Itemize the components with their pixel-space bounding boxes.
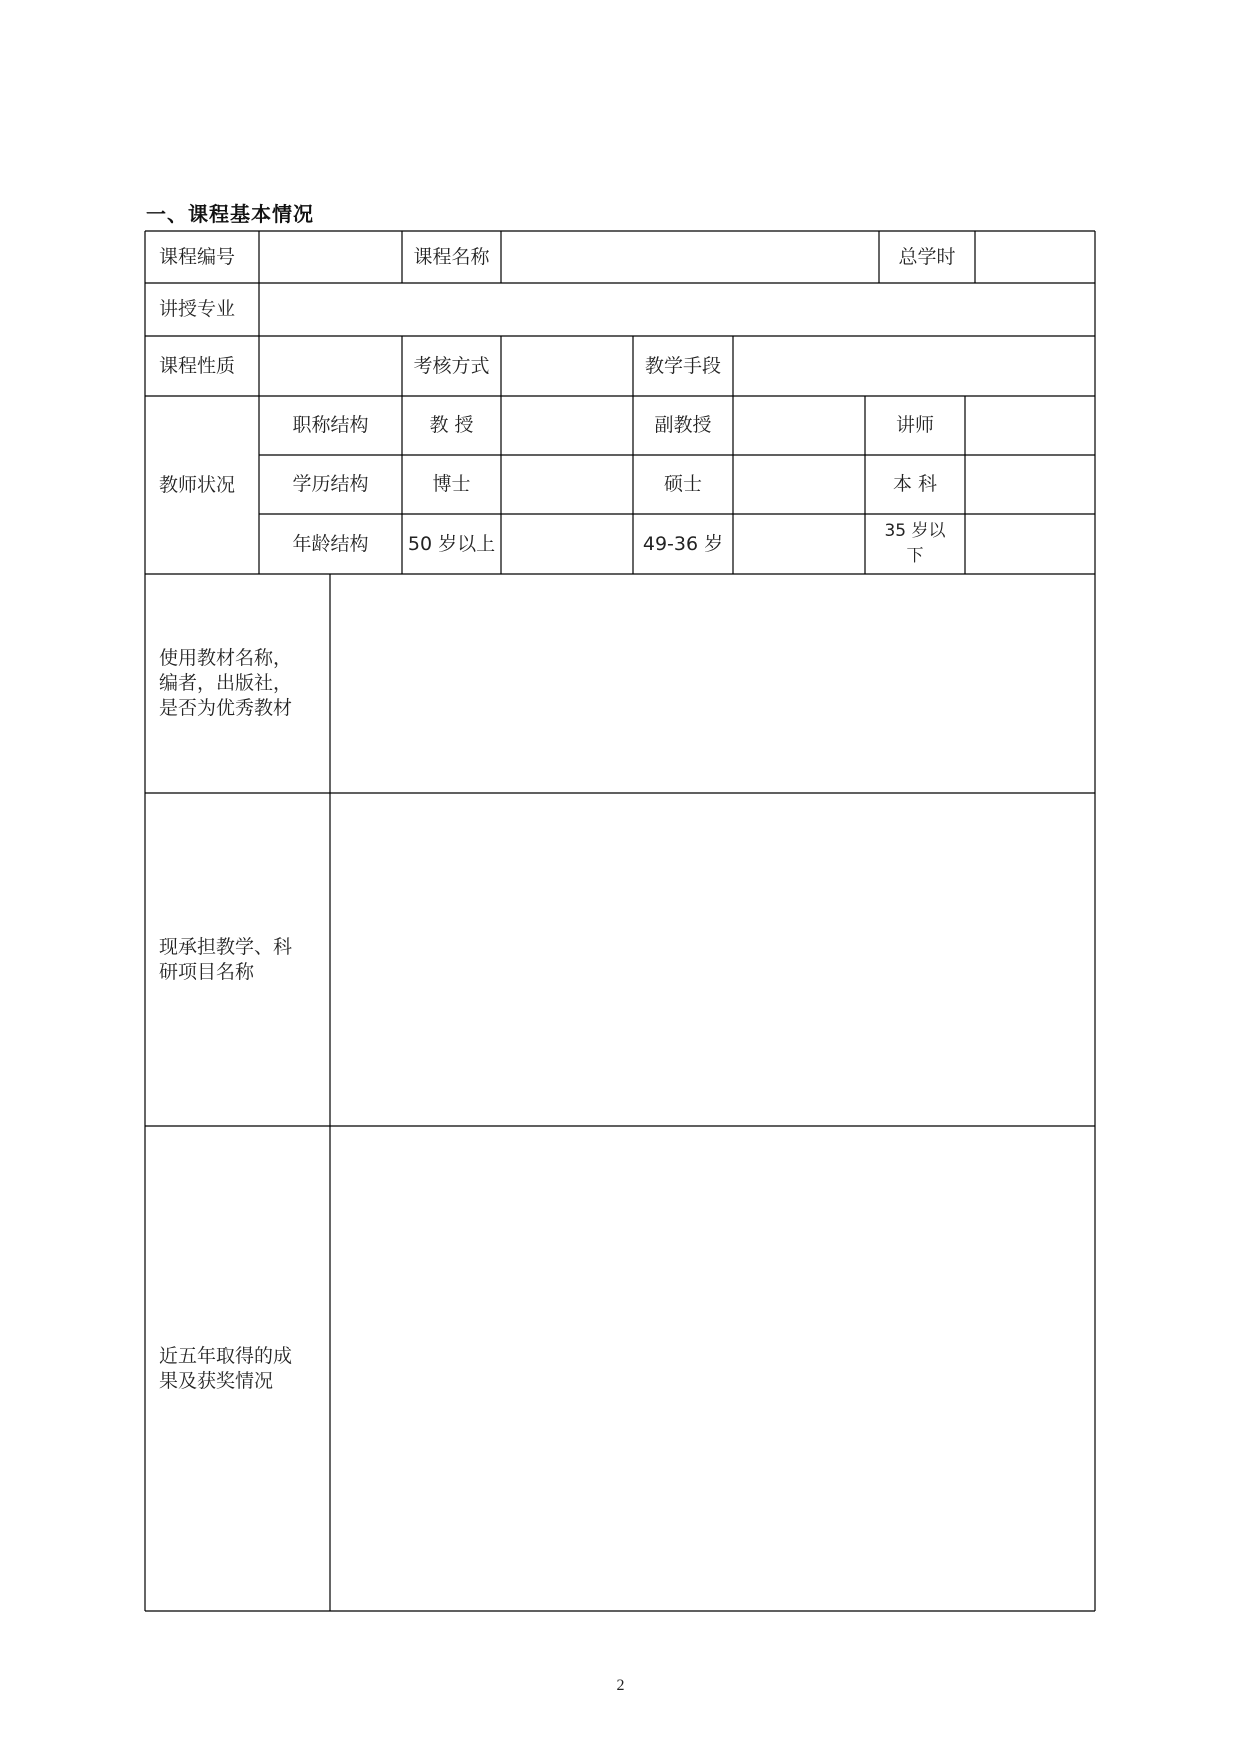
course-type-label: 课程性质 <box>159 354 236 377</box>
course-code-label: 课程编号 <box>159 245 236 268</box>
masters-value[interactable] <box>733 455 865 514</box>
professor-value[interactable] <box>501 396 633 455</box>
course-name-label: 课程名称 <box>413 245 490 268</box>
major-value[interactable] <box>259 283 1095 336</box>
textbook-value[interactable] <box>330 574 1095 793</box>
age-over-50-value[interactable] <box>501 514 633 574</box>
assessment-value[interactable] <box>501 336 633 396</box>
major-label: 讲授专业 <box>159 298 236 321</box>
total-hours-value[interactable] <box>975 231 1095 283</box>
teaching-means-value[interactable] <box>733 336 1095 396</box>
age-structure-label: 年龄结构 <box>292 532 369 555</box>
lecturer-value[interactable] <box>965 396 1095 455</box>
course-info-table <box>145 231 1095 1611</box>
doctorate-value[interactable] <box>501 455 633 514</box>
associate-professor-value[interactable] <box>733 396 865 455</box>
masters-label: 硕士 <box>663 473 702 496</box>
achievements-label: 近五年取得的成 果及获奖情况 <box>159 1344 293 1392</box>
doctorate-label: 博士 <box>432 473 471 496</box>
achievements-value[interactable] <box>330 1126 1095 1611</box>
title-structure-label: 职称结构 <box>292 414 369 437</box>
age-under-35-value[interactable] <box>965 514 1095 574</box>
projects-label: 现承担教学、科 研项目名称 <box>159 935 293 983</box>
textbook-label: 使用教材名称， 编者，出版社， 是否为优秀教材 <box>159 647 293 719</box>
bachelor-label: 本 科 <box>892 473 938 496</box>
bachelor-value[interactable] <box>965 455 1095 514</box>
teaching-means-label: 教学手段 <box>644 354 721 377</box>
age-36-49-label: 49-36 岁 <box>642 532 724 555</box>
assessment-label: 考核方式 <box>413 354 490 377</box>
projects-value[interactable] <box>330 793 1095 1126</box>
section-title: 一、课程基本情况 <box>146 202 314 226</box>
page-number: 2 <box>616 1677 625 1694</box>
teacher-status-label: 教师状况 <box>159 473 236 496</box>
professor-label: 教 授 <box>429 414 474 437</box>
total-hours-label: 总学时 <box>898 245 956 268</box>
course-code-value[interactable] <box>259 231 402 283</box>
age-under-35-label: 35 岁以 下 <box>884 521 946 566</box>
course-type-value[interactable] <box>259 336 402 396</box>
age-over-50-label: 50 岁以上 <box>407 532 496 555</box>
course-name-value[interactable] <box>501 231 879 283</box>
lecturer-label: 讲师 <box>895 414 934 437</box>
education-structure-label: 学历结构 <box>292 473 369 496</box>
age-36-49-value[interactable] <box>733 514 865 574</box>
associate-professor-label: 副教授 <box>654 414 712 437</box>
